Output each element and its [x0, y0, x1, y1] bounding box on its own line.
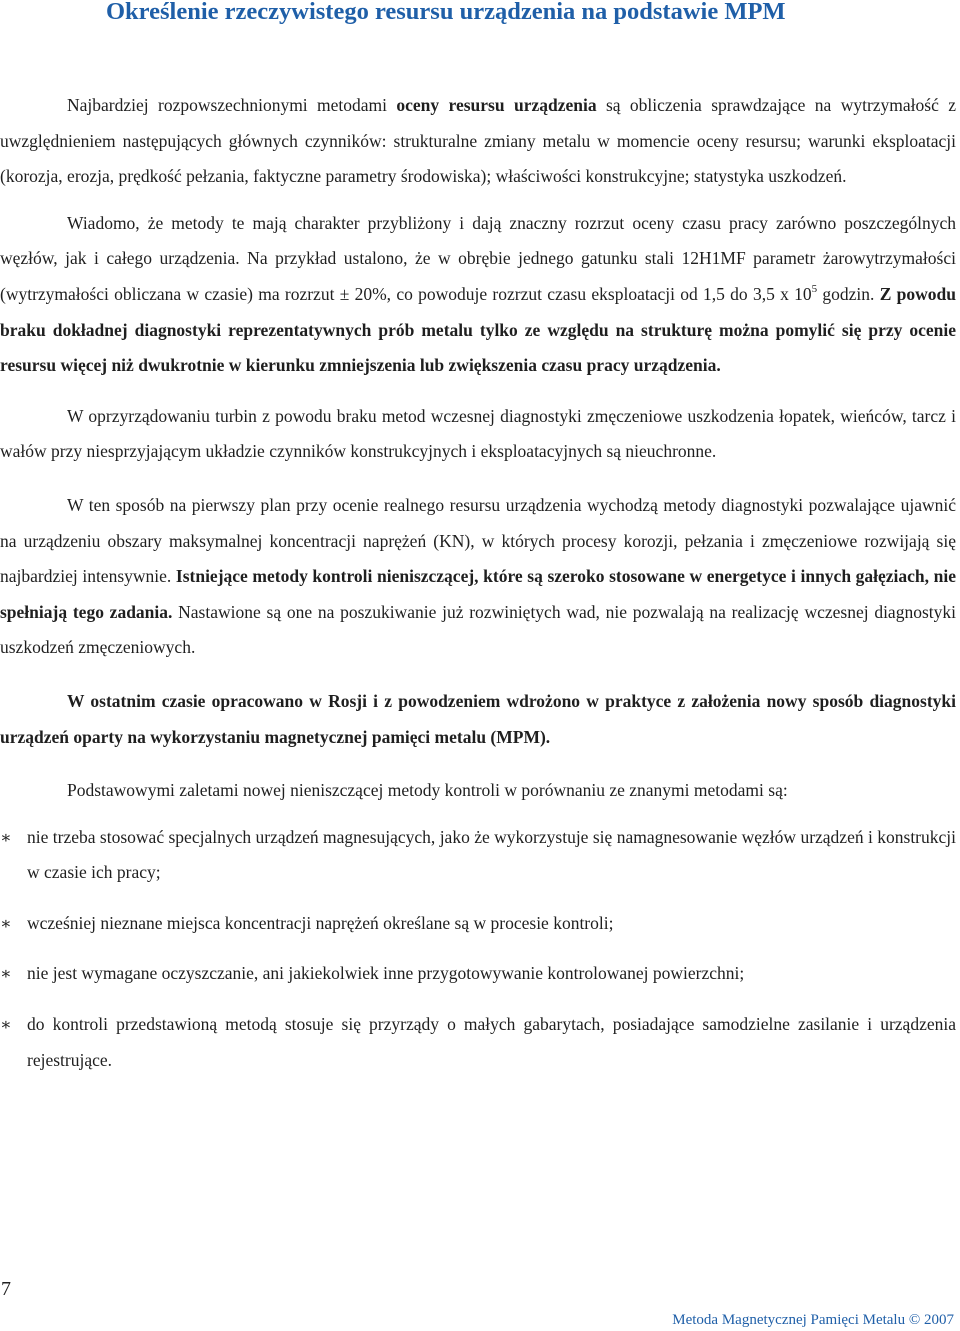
- paragraph-4: [0, 488, 956, 666]
- body-text: [0, 88, 956, 1078]
- asterisk-bullet-icon: ∗: [0, 964, 12, 984]
- asterisk-bullet-icon: ∗: [0, 913, 12, 933]
- paragraph-1-text-a: Najbardziej rozpowszechnionymi metodami: [67, 95, 397, 115]
- page-number: 7: [1, 1278, 11, 1300]
- list-item-text: nie trzeba stosować specjalnych urządzeń magnesujących, jako że wykorzystuje się namagnesowanie węzłów urządzeń i konstrukcji w czasie ich pracy;: [27, 826, 956, 883]
- paragraph-2-text-a: Wiadomo, że metody te mają charakter przybliżony i dają znaczny rozrzut oceny czasu pracy zarówno poszczególnych węzłów, jak i całego urządzenia. Na przykład ustalono, że w obrębie jednego gatunku stali 12H1MF parametr żarowytrzymałości (wytrzymałości obliczana w czasie) ma rozrzut ± 20%, co powoduje rozrzut czasu eksploatacji od 1,5 do 3,5 x 10: [0, 212, 956, 304]
- asterisk-bullet-icon: ∗: [0, 1015, 12, 1035]
- paragraph-4-text-c: Nastawione są one na poszukiwanie już rozwiniętych wad, nie pozwalają na realizację wczesnej diagnostyki uszkodzeń zmęczeniowych.: [0, 601, 956, 658]
- paragraph-5: [0, 684, 956, 755]
- paragraph-2-bold: Z powodu braku dokładnej diagnostyki reprezentatywnych prób metalu tylko ze względu na strukturę można pomylić się przy ocenie resursu więcej niż dwukrotnie w kierunku zmniejszenia lub zwiększenia czasu pracy urządzenia.: [0, 283, 956, 376]
- paragraph-1-bold: oceny resursu urządzenia: [396, 95, 597, 115]
- exponent: 5: [811, 282, 818, 295]
- list-item-text: wcześniej nieznane miejsca koncentracji naprężeń określane są w procesie kontroli;: [27, 912, 614, 933]
- paragraph-4-bold: Istniejące metody kontroli nieniszczącej, które są szeroko stosowane w energetyce i innych gałęziach, nie spełniają tego zadania.: [0, 566, 956, 622]
- paragraph-3: W oprzyrządowaniu turbin z powodu braku metod wczesnej diagnostyki zmęczeniowe uszkodzenia łopatek, wieńców, tarcz i wałów przy niesprzyjającym układzie czynników konstrukcyjnych i eksploatacyjnych są nieuchronne.: [0, 405, 956, 462]
- paragraph-4-text-a: W ten sposób na pierwszy plan przy ocenie realnego resursu urządzenia wychodzą metody diagnostyki pozwalające ujawnić na urządzeniu obszary maksymalnej koncentracji naprężeń (KN), w których procesy korozji, pełzania i zmęczeniowe rozwijają się najbardziej intensywnie.: [0, 494, 956, 587]
- advantages-list: [0, 820, 956, 1079]
- list-item-text: do kontroli przedstawioną metodą stosuje się przyrządy o małych gabarytach, posiadające samodzielne zasilanie i urządzenia rejestrujące.: [27, 1014, 956, 1070]
- list-item: [0, 1007, 956, 1078]
- list-item-text: nie jest wymagane oczyszczanie, ani jakiekolwiek inne przygotowywanie kontrolowanej powierzchni;: [27, 963, 745, 984]
- list-item: [0, 906, 956, 942]
- list-item: [0, 956, 956, 992]
- paragraph-6: Podstawowymi zaletami nowej nieniszczącej metody kontroli w porównaniu ze znanymi metodami są:: [67, 780, 788, 801]
- paragraph-2-text-b: godzin.: [817, 283, 880, 304]
- page-title: Określenie rzeczywistego resursu urządzenia na podstawie MPM: [106, 0, 786, 25]
- paragraph-1-text-c: są obliczenia sprawdzające na wytrzymałość z uwzględnieniem następujących głównych czynników: strukturalne zmiany metalu w momencie oceny resursu; warunki eksploatacji (korozja, erozja, prędkość pełzania, faktyczne parametry środowiska); właściwości konstrukcyjne; statystyka uszkodzeń.: [0, 95, 956, 187]
- footer-text: Metoda Magnetycznej Pamięci Metalu © 2007: [672, 1312, 954, 1328]
- list-item: [0, 820, 956, 891]
- paragraph-2: [0, 206, 956, 384]
- paragraph-5-bold: W ostatnim czasie opracowano w Rosji i z powodzeniem wdrożono w praktyce z założenia nowy sposób diagnostyki urządzeń oparty na wykorzystaniu magnetycznej pamięci metalu (MPM).: [0, 690, 956, 747]
- paragraph-1: [0, 88, 956, 195]
- asterisk-bullet-icon: ∗: [0, 827, 12, 847]
